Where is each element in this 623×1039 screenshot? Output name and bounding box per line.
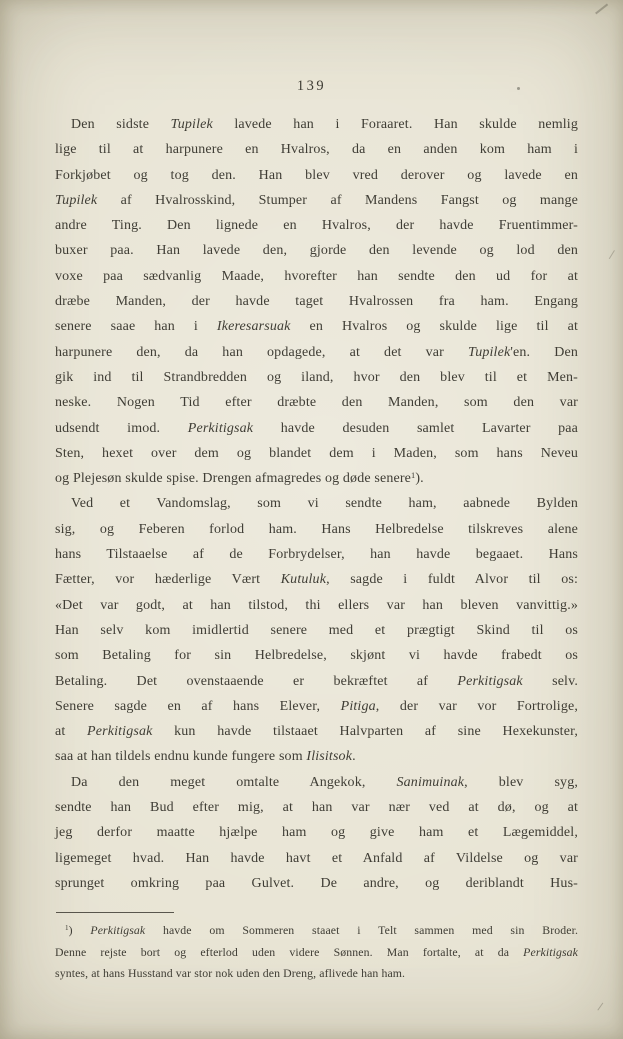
scan-artifact — [595, 4, 608, 14]
body-text — [55, 112, 578, 896]
paragraph — [55, 770, 578, 896]
footnote-rule — [56, 912, 174, 913]
italic-term: Tupilek — [170, 117, 213, 132]
text-line: Den sidste Tupilek lavede han i Foraaret. Han skulde nemlig — [71, 117, 578, 132]
footnote-marker: 1 — [65, 924, 69, 933]
text-line: voxe paa sædvanlig Maade, hvorefter han sendte den ud for at — [55, 268, 578, 284]
text-line: jeg derfor maatte hjælpe ham og give ham et Lægemiddel, — [55, 825, 578, 841]
text-line: saa at han tildels endnu kunde fungere som Ilisitsok. — [55, 749, 356, 765]
text-line: andre Ting. Den lignede en Hvalros, der havde Fruentimmer- — [55, 218, 578, 234]
text-line: harpunere den, da han opdagede, at det var Tupilek'en. Den — [55, 344, 578, 360]
italic-term: Perkitigsak — [87, 724, 153, 740]
footnote-text — [55, 920, 578, 985]
text-line: Tupilek af Hvalrosskind, Stumper af Mandens Fangst og mange — [55, 192, 578, 208]
scan-artifact — [609, 250, 615, 259]
italic-term: Perkitigsak — [523, 944, 578, 959]
text-line: Forkjøbet og tog den. Han blev vred derover og lavede en — [55, 167, 578, 183]
text-line: Sten, hexet over dem og blandet dem i Maden, som hans Neveu — [55, 445, 578, 461]
text-line: sprunget omkring paa Gulvet. De andre, og deriblandt Hus- — [55, 875, 578, 891]
text-line: Senere sagde en af hans Elever, Pitiga, der var vor Fortrolige, — [55, 698, 578, 714]
italic-term: Perkitigsak — [457, 673, 523, 689]
text-line: og Plejesøn skulde spise. Drengen afmagredes og døde senere$^1$). — [55, 470, 424, 487]
text-line: udsendt imod. Perkitigsak havde desuden samlet Lavarter paa — [55, 420, 578, 436]
italic-term: Ilisitsok — [306, 749, 353, 765]
text-line: lige til at harpunere en Hvalros, da en anden kom ham i — [55, 142, 578, 158]
text-line: Han selv kom imidlertid senere med et prægtigt Skind til os — [55, 622, 578, 638]
text-line: Ved et Vandomslag, som vi sendte ham, aabnede Bylden — [71, 496, 578, 512]
paragraph — [55, 491, 578, 769]
italic-term: Tupilek — [468, 344, 511, 360]
text-line: sendte han Bud efter mig, at han var nær ved at dø, og at — [55, 800, 578, 816]
scan-artifact — [597, 1003, 603, 1011]
text-line: som Betaling for sin Helbredelse, skjønt vi havde frabedt os — [55, 648, 578, 664]
text-line: ligemeget hvad. Han havde havt et Anfald af Vildelse og var — [55, 850, 578, 866]
italic-term: Ikeresarsuak — [216, 319, 291, 335]
text-line: sig, og Feberen forlod ham. Hans Helbredelse tilskreves alene — [55, 521, 578, 537]
paragraph — [55, 112, 578, 491]
footnote-line: $^1$) Perkitigsak havde om Sommeren staaet i Telt sammen med sin Broder. — [65, 923, 578, 937]
footnote — [55, 912, 578, 985]
text-line: at Perkitigsak kun havde tilstaaet Halvparten af sine Hexekunster, — [55, 724, 578, 740]
text-line: senere saae han i Ikeresarsuak en Hvalros og skulde lige til at — [55, 319, 578, 335]
italic-term: Pitiga — [340, 698, 376, 714]
text-line: Betaling. Det ovenstaaende er bekræftet af Perkitigsak selv. — [55, 673, 578, 689]
footnote-line: Denne rejste bort og efterlod uden videre Sønnen. Man fortalte, at da Perkitigsak — [55, 944, 578, 959]
footnote-line: syntes, at hans Husstand var stor nok uden den Dreng, aflivede han ham. — [55, 966, 406, 981]
italic-term: Perkitigsak — [90, 923, 146, 937]
text-line: gik ind til Strandbredden og iland, hvor den blev til et Men- — [55, 369, 578, 385]
italic-term: Tupilek — [55, 192, 98, 208]
text-line: buxer paa. Han lavede den, gjorde den levende og lod den — [55, 243, 578, 259]
page-number: 139 — [296, 78, 327, 94]
italic-term: Perkitigsak — [187, 420, 254, 436]
text-line: «Det var godt, at han tilstod, thi ellers var han bleven vanvittig.» — [55, 597, 578, 613]
italic-term: Sanimuinak — [396, 774, 465, 790]
italic-term: Kutuluk — [280, 572, 327, 588]
text-line: hans Tilstaaelse af de Forbrydelser, han havde begaaet. Hans — [55, 547, 578, 563]
text-line: Da den meget omtalte Angekok, Sanimuinak, blev syg, — [71, 774, 578, 790]
text-line: Fætter, vor hæderlige Vært Kutuluk, sagde i fuldt Alvor til os: — [55, 572, 578, 588]
footnote-marker: 1 — [411, 470, 416, 480]
text-line: neske. Nogen Tid efter dræbte den Manden, som den var — [55, 395, 578, 411]
text-line: dræbe Manden, der havde taget Hvalrossen fra ham. Engang — [55, 294, 578, 310]
